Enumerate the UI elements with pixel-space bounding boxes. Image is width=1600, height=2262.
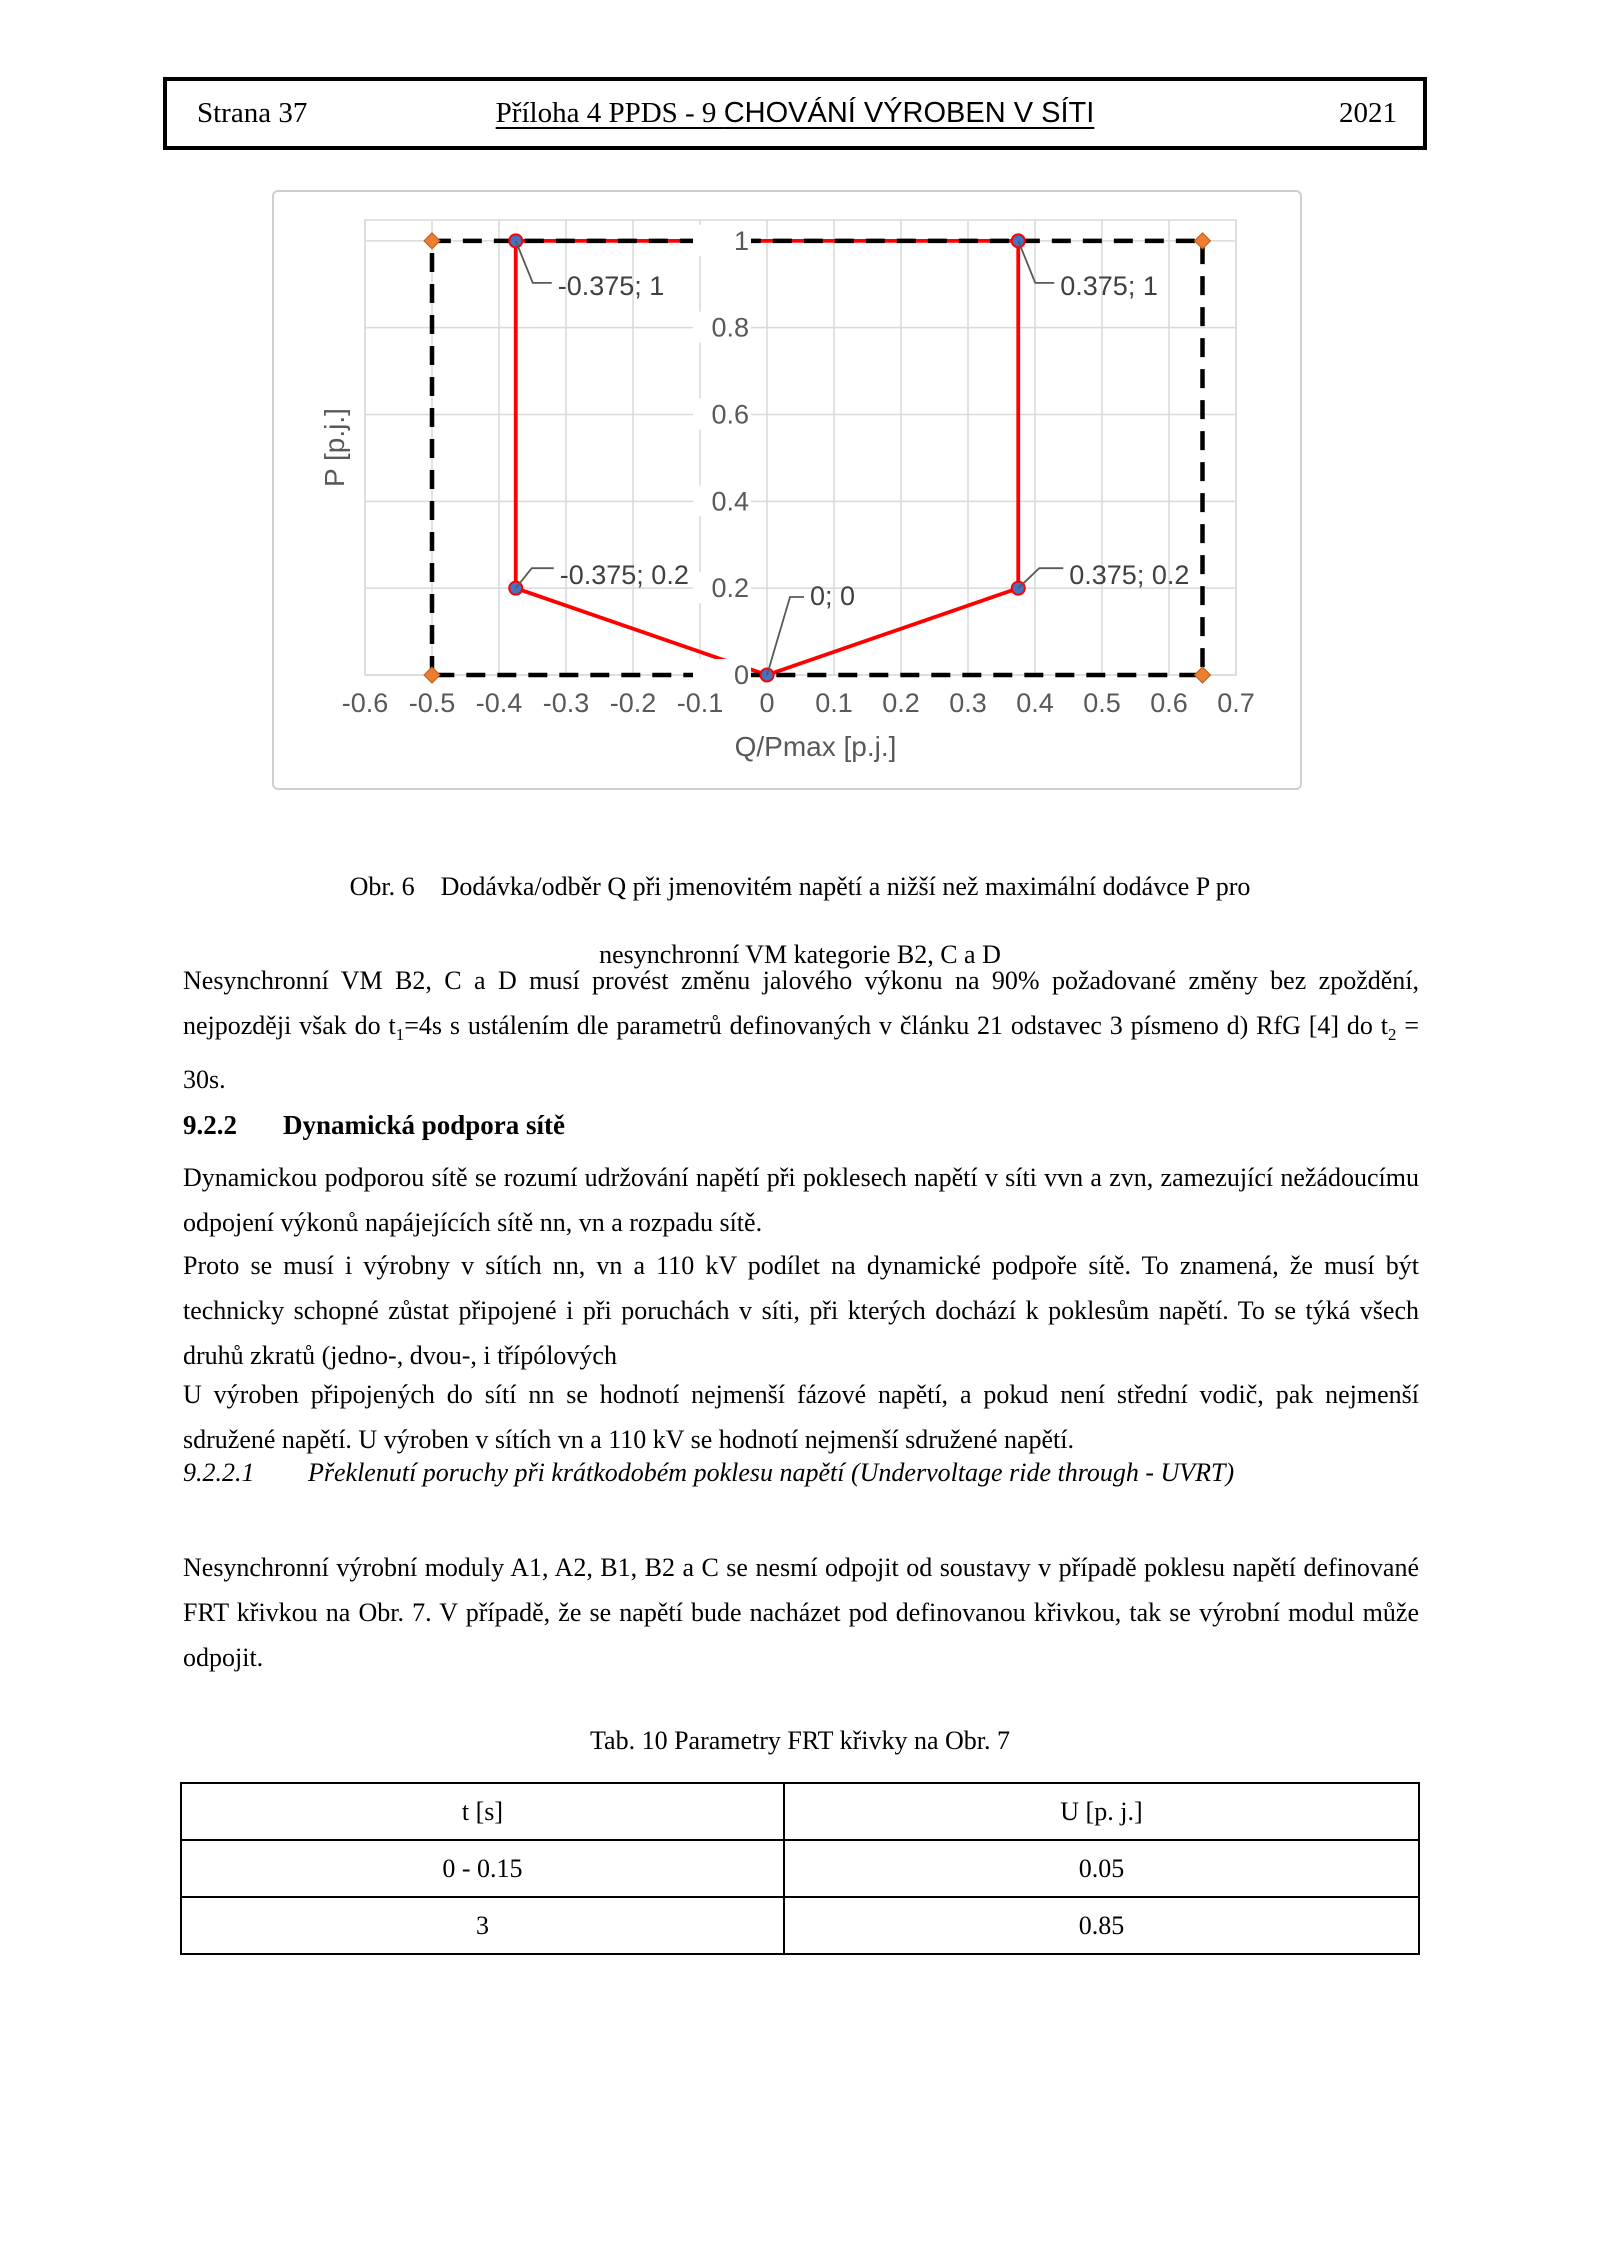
table-cell-u1: 0.05 <box>784 1840 1419 1897</box>
table-cell-t1: 0 - 0.15 <box>181 1840 784 1897</box>
paragraph-dynamic-support-definition: Dynamickou podporou sítě se rozumí udržování napětí při poklesech napětí v síti vvn a zvn, zamezující nežádoucímu odpojení výkonů napájejících sítě nn, vn a rozpadu sítě. <box>183 1163 1419 1237</box>
y-axis-title: P [p.j.] <box>319 408 350 487</box>
paragraph-text: Nesynchronní VM B2, C a D musí provést změnu jalového výkonu na 90% požadované změny bez zpoždění, nejpozději však do t <box>183 966 1419 1040</box>
point-label: 0.375; 1 <box>1060 270 1158 301</box>
table-cell-t2: 3 <box>181 1897 784 1954</box>
header-title <box>167 97 1423 130</box>
circle-marker <box>1012 234 1025 247</box>
x-tick-label: 0.7 <box>1217 688 1255 718</box>
x-tick-label: -0.3 <box>542 688 590 718</box>
x-tick-label: -0.4 <box>475 688 523 718</box>
paragraph-frt-requirement: Nesynchronní výrobní moduly A1, A2, B1, B2 a C se nesmí odpojit od soustavy v případě poklesu napětí definované FRT křivkou na Obr. 7. V případě, že se napětí bude nacházet pod definovanou křivkou, tak se výrobní modul může odpojit. <box>183 1553 1419 1672</box>
section-number: 9.2.2.1 <box>183 1458 255 1487</box>
page-header <box>163 77 1427 150</box>
figure-caption-label: Obr. 6 <box>349 872 415 901</box>
frt-parameters-table <box>180 1782 1420 1955</box>
table-header-t: t [s] <box>181 1783 784 1840</box>
x-tick-label: 0.5 <box>1083 688 1121 718</box>
figure-caption-line1 <box>182 853 1418 921</box>
section-title: Dynamická podpora sítě <box>283 1110 566 1140</box>
y-tick-label: 0.6 <box>711 399 749 430</box>
x-tick-label: 0.3 <box>949 688 987 718</box>
paragraph-dynamic-support-requirement: Proto se musí i výrobny v sítích nn, vn a 110 kV podílet na dynamické podpoře sítě. To znamená, že musí být technicky schopné zůstat připojené i při poruchách v síti, při kterých dochází k poklesům napětí. To se týká všech druhů zkratů (jedno-, dvou-, i třípólových <box>183 1251 1419 1370</box>
section-heading-9221 <box>183 1458 1234 1488</box>
x-tick-label: -0.5 <box>408 688 456 718</box>
header-year: 2021 <box>1339 97 1397 129</box>
table-caption: Tab. 10 Parametry FRT křivky na Obr. 7 <box>589 1726 1011 1755</box>
x-tick-label: 0.2 <box>882 688 920 718</box>
section-title: Překlenutí poruchy při krátkodobém poklesu napětí (Undervoltage ride through - UVRT) <box>308 1458 1235 1487</box>
figure-caption-text1: Dodávka/odběr Q při jmenovitém napětí a nižší než maximální dodávce P pro <box>440 872 1251 901</box>
paragraph-text: = 30s. <box>183 1011 1419 1095</box>
table-row <box>181 1897 1419 1954</box>
y-tick-label: 1 <box>733 225 749 256</box>
x-tick-label: -0.1 <box>676 688 724 718</box>
pq-capability-chart <box>272 190 1302 790</box>
paragraph-voltage-evaluation: U výroben připojených do sítí nn se hodnotí nejmenší fázové napětí, a pokud není střední vodič, pak nejmenší sdružené napětí. U výroben v sítích vn a 110 kV se hodnotí nejmenší sdružené napětí. <box>183 1380 1419 1454</box>
point-label: 0; 0 <box>810 581 856 611</box>
section-heading-922 <box>183 1110 565 1141</box>
point-label: -0.375; 0.2 <box>559 560 689 591</box>
x-tick-label: 0.6 <box>1150 688 1188 718</box>
x-tick-label: 0.4 <box>1016 688 1054 718</box>
x-tick-label: 0.1 <box>815 688 853 718</box>
point-label: 0.375; 0.2 <box>1069 560 1190 591</box>
y-tick-label: 0.8 <box>711 312 749 343</box>
subscript-t1: 1 <box>395 1025 405 1045</box>
paragraph-reactive-power-change <box>183 958 1419 1102</box>
paragraph-text: =4s s ustálením dle parametrů definovaných v článku 21 odstavec 3 písmeno d) RfG [4] do t <box>404 1011 1388 1040</box>
y-tick-label: 0.2 <box>711 573 749 604</box>
header-title-sans-part: CHOVÁNÍ VÝROBEN V SÍTI <box>723 97 1095 129</box>
table-row <box>181 1840 1419 1897</box>
x-tick-label: -0.6 <box>341 688 389 718</box>
y-tick-label: 0 <box>733 660 749 690</box>
table-header-u: U [p. j.] <box>784 1783 1419 1840</box>
point-label: -0.375; 1 <box>557 270 665 301</box>
y-tick-label: 0.4 <box>711 486 749 517</box>
section-number: 9.2.2 <box>183 1110 237 1140</box>
x-tick-label: 0 <box>759 688 775 718</box>
header-page-number: Strana 37 <box>197 97 308 129</box>
subscript-t2: 2 <box>1388 1025 1397 1045</box>
circle-marker <box>509 234 522 247</box>
x-tick-label: -0.2 <box>609 688 657 718</box>
table-cell-u2: 0.85 <box>784 1897 1419 1954</box>
x-axis-title: Q/Pmax [p.j.] <box>734 731 897 762</box>
table-header-row <box>181 1783 1419 1840</box>
header-title-serif-part: Příloha 4 PPDS - 9 <box>495 97 724 129</box>
figure-caption-line2: nesynchronní VM kategorie B2, C a D <box>599 940 1001 969</box>
pq-chart-svg <box>272 190 1302 790</box>
